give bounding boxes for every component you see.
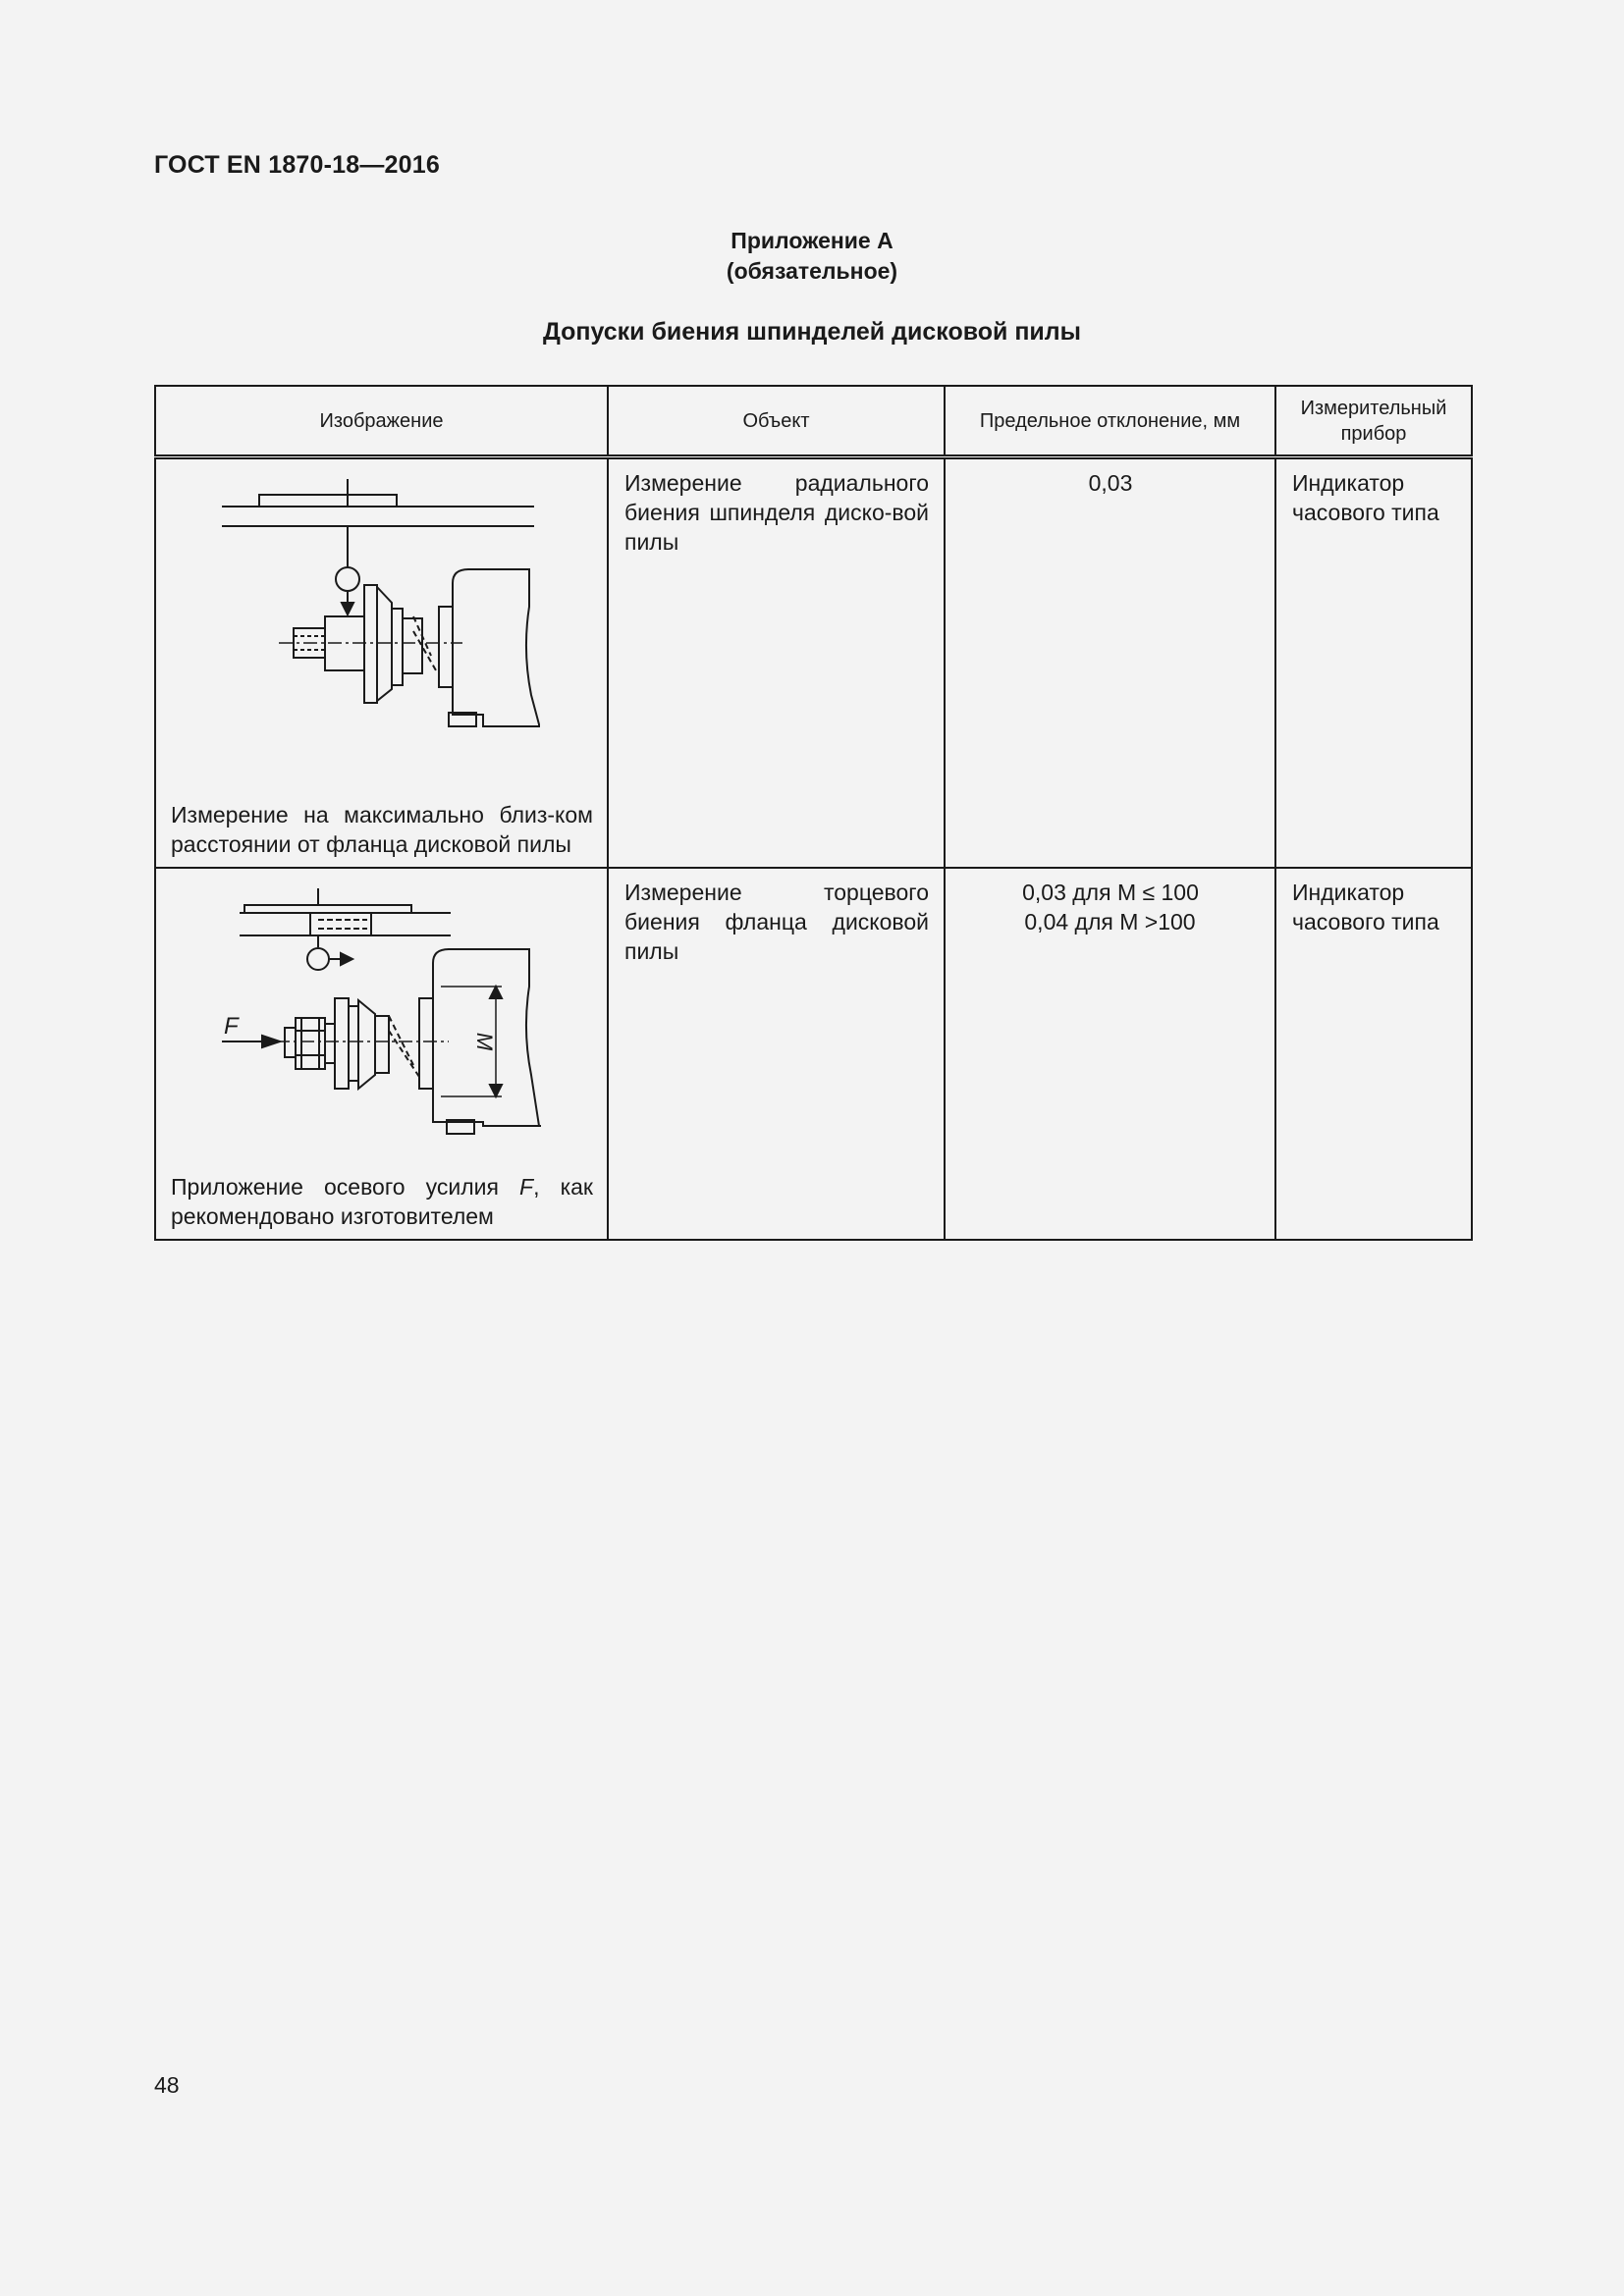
caption-text-end: , как рекомендовано изготовителем (171, 1174, 593, 1229)
image-cell (155, 868, 608, 1240)
image-cell (155, 457, 608, 869)
tolerance-cell (945, 868, 1275, 1240)
object-cell (608, 457, 945, 869)
tolerance-value: 0,03 для М ≤ 100 (1022, 880, 1199, 905)
image-caption: Измерение на максимально близ-ком расстоянии от фланца дисковой пилы (171, 802, 593, 857)
object-cell (608, 868, 945, 1240)
table-row (155, 457, 1472, 869)
caption-text: Приложение осевого усилия (171, 1174, 520, 1200)
table-row (155, 868, 1472, 1240)
runout-tolerance-table (154, 385, 1473, 1241)
annex-heading (0, 226, 1624, 287)
force-label: F (224, 1013, 239, 1040)
object-text: Измерение радиального биения шпинделя диско-вой пилы (624, 470, 929, 555)
instrument-text: Индикатор часового типа (1292, 880, 1439, 934)
tolerance-cell (945, 457, 1275, 869)
annex-title: Допуски биения шпинделей дисковой пилы (542, 318, 1082, 346)
tolerance-value: 0,03 (1088, 470, 1133, 496)
annex-label: Приложение А (731, 228, 893, 253)
object-text: Измерение торцевого биения фланца дисковой пилы (624, 880, 929, 964)
tolerance-value: 0,04 для М >100 (1024, 909, 1196, 934)
image-caption (171, 1172, 593, 1231)
caption-variable: F (519, 1174, 534, 1200)
instrument-text: Индикатор часового типа (1292, 470, 1439, 525)
column-header-image: Изображение (155, 386, 608, 457)
annex-status: (обязательное) (726, 258, 898, 284)
column-header-object: Объект (608, 386, 945, 457)
column-header-tolerance: Предельное отклонение, мм (945, 386, 1275, 457)
table-header-row (155, 386, 1472, 457)
diameter-label: M (472, 1032, 497, 1051)
page-number: 48 (154, 2072, 180, 2098)
column-header-instrument: Измерительный прибор (1275, 386, 1472, 457)
instrument-cell (1275, 457, 1472, 869)
document-code: ГОСТ EN 1870-18—2016 (154, 151, 440, 179)
instrument-cell (1275, 868, 1472, 1240)
